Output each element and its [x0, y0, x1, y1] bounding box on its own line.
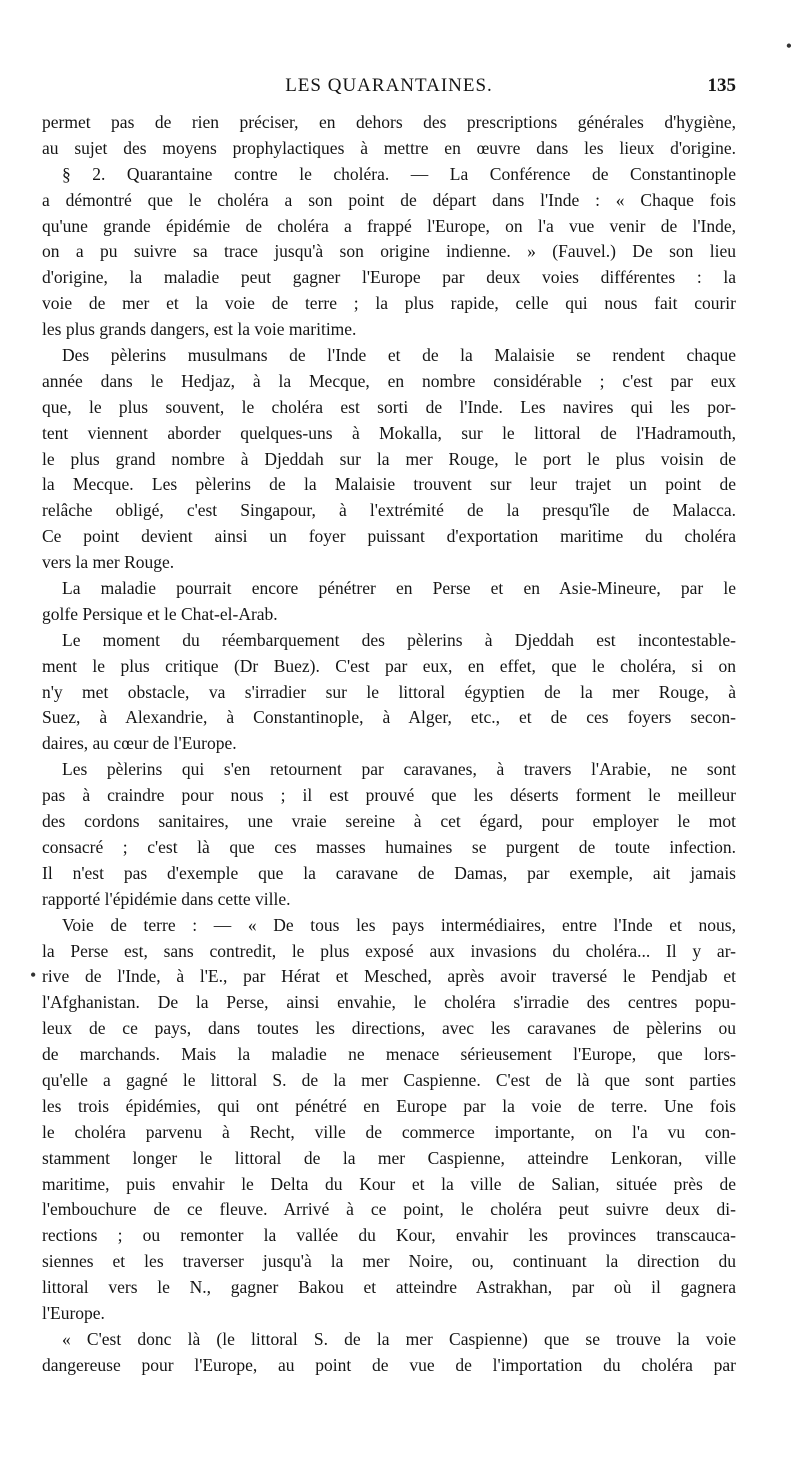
- text-line: consacré ; c'est là que ces masses humaines se purgent de toute infection.: [42, 836, 736, 857]
- text-line: les plus grands dangers, est la voie maritime.: [42, 319, 357, 340]
- text-line: Les pèlerins qui s'en retournent par caravanes, à travers l'Arabie, ne sont: [62, 759, 736, 780]
- text-line: rive de l'Inde, à l'E., par Hérat et Mesched, après avoir traversé le Pendjab et: [42, 966, 736, 987]
- text-line: de marchands. Mais la maladie ne menace sérieusement l'Europe, que lors-: [42, 1044, 736, 1065]
- text-line: vers la mer Rouge.: [42, 552, 175, 573]
- text-line: Des pèlerins musulmans de l'Inde et de la Malaisie se rendent chaque: [62, 345, 736, 366]
- text-line: Voie de terre : — « De tous les pays intermédiaires, entre l'Inde et nous,: [62, 914, 736, 935]
- text-line: stamment longer le littoral de la mer Caspienne, atteindre Lenkoran, ville: [42, 1147, 736, 1168]
- text-line: tent viennent aborder quelques-uns à Mokalla, sur le littoral de l'Hadramouth,: [42, 422, 736, 443]
- text-line: qu'une grande épidémie de choléra a frappé l'Europe, on l'a vue venir de l'Inde,: [42, 215, 736, 236]
- text-line: dangereuse pour l'Europe, au point de vue de l'importation du choléra par: [42, 1354, 736, 1375]
- text-line: permet pas de rien préciser, en dehors des prescriptions générales d'hygiène,: [42, 112, 736, 132]
- text-line: a démontré que le choléra a son point de départ dans l'Inde : « Chaque fois: [42, 189, 736, 210]
- running-head: [42, 72, 736, 100]
- text-line: on a pu suivre sa trace jusqu'à son origine indienne. » (Fauvel.) De son lieu: [42, 241, 736, 262]
- text-line: la Mecque. Les pèlerins de la Malaisie trouvent sur leur trajet un point de: [42, 474, 736, 495]
- body-text: [42, 110, 736, 1379]
- text-line: le choléra parvenu à Recht, ville de commerce importante, on l'a vu con-: [42, 1121, 736, 1142]
- text-line: littoral vers le N., gagner Bakou et atteindre Astrakhan, par où il gagnera: [42, 1277, 736, 1298]
- text-line: Il n'est pas d'exemple que la caravane de Damas, par exemple, ait jamais: [42, 862, 736, 883]
- text-line: relâche obligé, c'est Singapour, à l'extrémité de la presqu'île de Malacca.: [42, 500, 736, 521]
- text-line: n'y met obstacle, va s'irradier sur le littoral égyptien de la mer Rouge, à: [42, 681, 736, 702]
- text-line: année dans le Hedjaz, à la Mecque, en nombre considérable ; c'est par eux: [42, 370, 736, 391]
- margin-dot-left: •: [30, 965, 37, 985]
- text-line: au sujet des moyens prophylactiques à mettre en œuvre dans les lieux d'origine.: [42, 137, 736, 158]
- running-title: LES QUARANTAINES.: [285, 75, 493, 96]
- text-line: La maladie pourrait encore pénétrer en Perse et en Asie-Mineure, par le: [62, 578, 736, 599]
- text-line: le plus grand nombre à Djeddah sur la mer Rouge, le port le plus voisin de: [42, 448, 736, 469]
- text-line: l'Afghanistan. De la Perse, ainsi envahie, le choléra s'irradie des centres popu-: [42, 992, 736, 1013]
- text-line: rapporté l'épidémie dans cette ville.: [42, 888, 291, 909]
- text-line: maritime, puis envahir le Delta du Kour et la ville de Salian, située près de: [42, 1173, 736, 1194]
- text-line: l'Europe.: [42, 1302, 105, 1323]
- text-line: ment le plus critique (Dr Buez). C'est par eux, en effet, que le choléra, si on: [42, 655, 736, 676]
- text-line: pas à craindre pour nous ; il est prouvé que les déserts forment le meilleur: [42, 785, 736, 806]
- margin-dot-top: •: [785, 36, 792, 56]
- text-line: d'origine, la maladie peut gagner l'Europe par deux voies différentes : la: [42, 267, 736, 288]
- text-line: Le moment du réembarquement des pèlerins à Djeddah est incontestable-: [62, 629, 736, 650]
- text-line: la Perse est, sans contredit, le plus exposé aux invasions du choléra... Il y ar-: [42, 940, 736, 961]
- text-line: les trois épidémies, qui ont pénétré en Europe par la voie de terre. Une fois: [42, 1095, 736, 1116]
- text-line: § 2. Quarantaine contre le choléra. — La Conférence de Constantinople: [62, 163, 736, 184]
- text-line: voie de mer et la voie de terre ; la plus rapide, celle qui nous fait courir: [42, 293, 736, 314]
- text-line: que, le plus souvent, le choléra est sorti de l'Inde. Les navires qui les por-: [42, 396, 736, 417]
- text-line: daires, au cœur de l'Europe.: [42, 733, 237, 754]
- page-number: 135: [707, 75, 736, 96]
- text-line: rections ; ou remonter la vallée du Kour, envahir les provinces transcauca-: [42, 1225, 736, 1246]
- text-line: « C'est donc là (le littoral S. de la mer Caspienne) que se trouve la voie: [62, 1328, 736, 1349]
- text-line: siennes et les traverser jusqu'à la mer Noire, ou, continuant la direction du: [42, 1251, 736, 1272]
- text-line: des cordons sanitaires, une vraie sereine à cet égard, pour employer le mot: [42, 811, 736, 832]
- text-line: qu'elle a gagné le littoral S. de la mer Caspienne. C'est de là que sont parties: [42, 1069, 736, 1090]
- text-line: Suez, à Alexandrie, à Constantinople, à Alger, etc., et de ces foyers secon-: [42, 707, 736, 728]
- text-line: golfe Persique et le Chat-el-Arab.: [42, 603, 278, 624]
- text-line: leux de ce pays, dans toutes les directions, avec les caravanes de pèlerins ou: [42, 1018, 736, 1039]
- text-line: Ce point devient ainsi un foyer puissant d'exportation maritime du choléra: [42, 526, 736, 547]
- text-line: l'embouchure de ce fleuve. Arrivé à ce point, le choléra peut suivre deux di-: [42, 1199, 736, 1220]
